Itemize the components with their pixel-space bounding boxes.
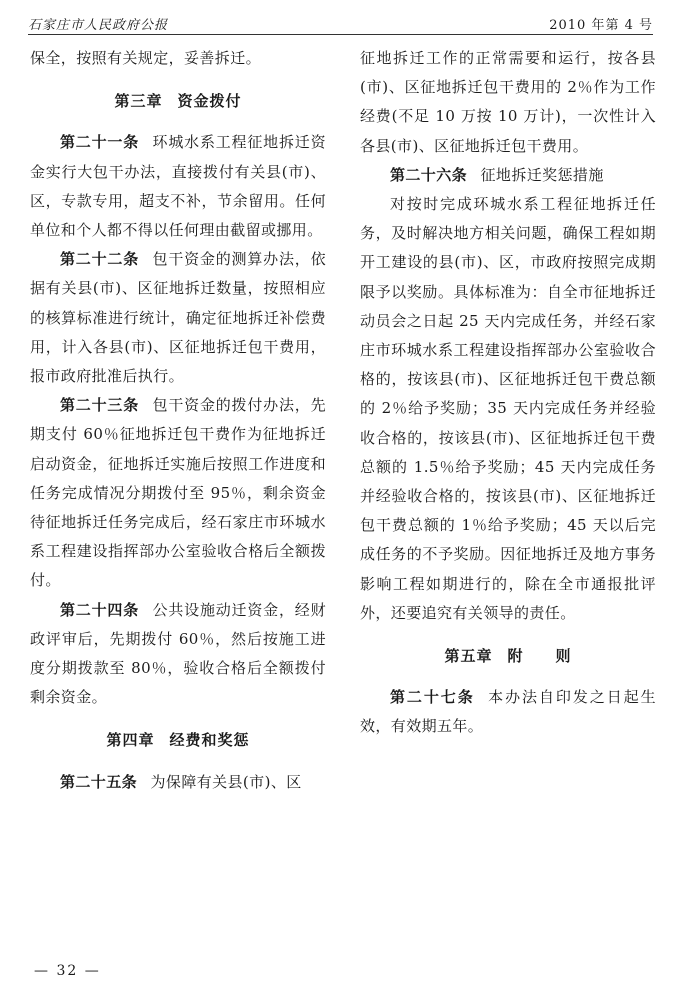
article-text: 包干资金的拨付办法，先期支付 60％征地拆迁包干费作为征地拆迁启动资金，征地拆迁实施后按照工作进度和任务完成情况分期拨付至 95％，剩余资金待征地拆迁任务完成后，经石家庄市环城水系工程建设指挥部办公室验收合格后全额拨付。 — [30, 396, 326, 590]
article-26-heading — [360, 161, 656, 190]
right-column — [360, 44, 656, 742]
article-title: 征地拆迁奖惩措施 — [480, 165, 604, 184]
article-21 — [30, 128, 326, 245]
page-header — [28, 12, 653, 35]
article-text: 包干资金的测算办法，依据有关县(市)、区征地拆迁数量，按照相应的核算标准进行统计，确定征地拆迁补偿费用，计入各县(市)、区征地拆迁包干费用，报市政府批准后执行。 — [30, 250, 326, 386]
article-label: 第二十二条 — [60, 250, 140, 269]
chapter-number: 第四章 — [106, 731, 155, 750]
paragraph-continued: 征地拆迁工作的正常需要和运行，按各县(市)、区征地拆迁包干费用的 2％作为工作经费(不足 10 万按 10 万计)，一次性计入各县(市)、区征地拆迁包干费用。 — [360, 49, 656, 155]
chapter-number: 第三章 — [114, 92, 163, 111]
article-25 — [30, 768, 326, 797]
article-text: 为保障有关县(市)、区 — [150, 772, 302, 791]
article-label: 第二十五条 — [60, 772, 138, 791]
article-24 — [30, 596, 326, 713]
article-label: 第二十六条 — [390, 165, 468, 184]
chapter-title: 资金拨付 — [177, 92, 242, 111]
article-23 — [30, 391, 326, 595]
chapter-title: 经费和奖惩 — [169, 731, 250, 750]
chapter-title: 附 则 — [507, 647, 572, 666]
chapter-number: 第五章 — [444, 647, 493, 666]
left-column — [30, 44, 326, 797]
article-label: 第二十三条 — [60, 396, 140, 415]
article-text: 本办法自印发之日起生效，有效期五年。 — [360, 688, 656, 736]
article-27 — [360, 683, 656, 741]
article-text: 环城水系工程征地拆迁资金实行大包干办法，直接拨付有关县(市)、区，专款专用，超支不补，节余留用。任何单位和个人都不得以任何理由截留或挪用。 — [30, 133, 326, 240]
article-22 — [30, 245, 326, 391]
page-number: — 32 — — [34, 963, 101, 979]
chapter-4-heading — [30, 726, 326, 755]
chapter-5-heading — [360, 642, 656, 671]
chapter-3-heading — [30, 87, 326, 116]
paragraph-continued: 保全，按照有关规定，妥善拆迁。 — [30, 49, 262, 67]
article-text: 公共设施动迁资金，经财政评审后，先期拨付 60％，然后按施工进度分期拨款至 80％，验收合格后全额拨付剩余资金。 — [30, 600, 326, 707]
article-26-body: 对按时完成环城水系工程征地拆迁任务，及时解决地方相关问题，确保工程如期开工建设的县(市)、区，市政府按照完成期限予以奖励。具体标准为：自全市征地拆迁动员会之日起 25 天内完成任务，并经石家庄市环城水系工程建设指挥部办公室验收合格的，按该县(市)、区征地拆迁包干费总额的 2％给予奖励；35 天内完成任务并经验收合格的，按该县(市)、区征地拆迁包干费总额的 1.5％给予奖励；45 天内完成任务并经验收合格的，按该县(市)、区征地拆迁包干费总额的 1％给予奖励；45 天以后完成任务的不予奖励。因征地拆迁及地方事务影响工程如期进行的，除在全市通报批评外，还要追究有关领导的责任。 — [360, 195, 656, 622]
journal-title: 石家庄市人民政府公报 — [28, 18, 169, 33]
article-label: 第二十四条 — [60, 600, 140, 619]
article-label: 第二十七条 — [390, 688, 475, 707]
issue-number: 2010 年第 4 号 — [549, 18, 653, 33]
article-label: 第二十一条 — [60, 133, 140, 152]
